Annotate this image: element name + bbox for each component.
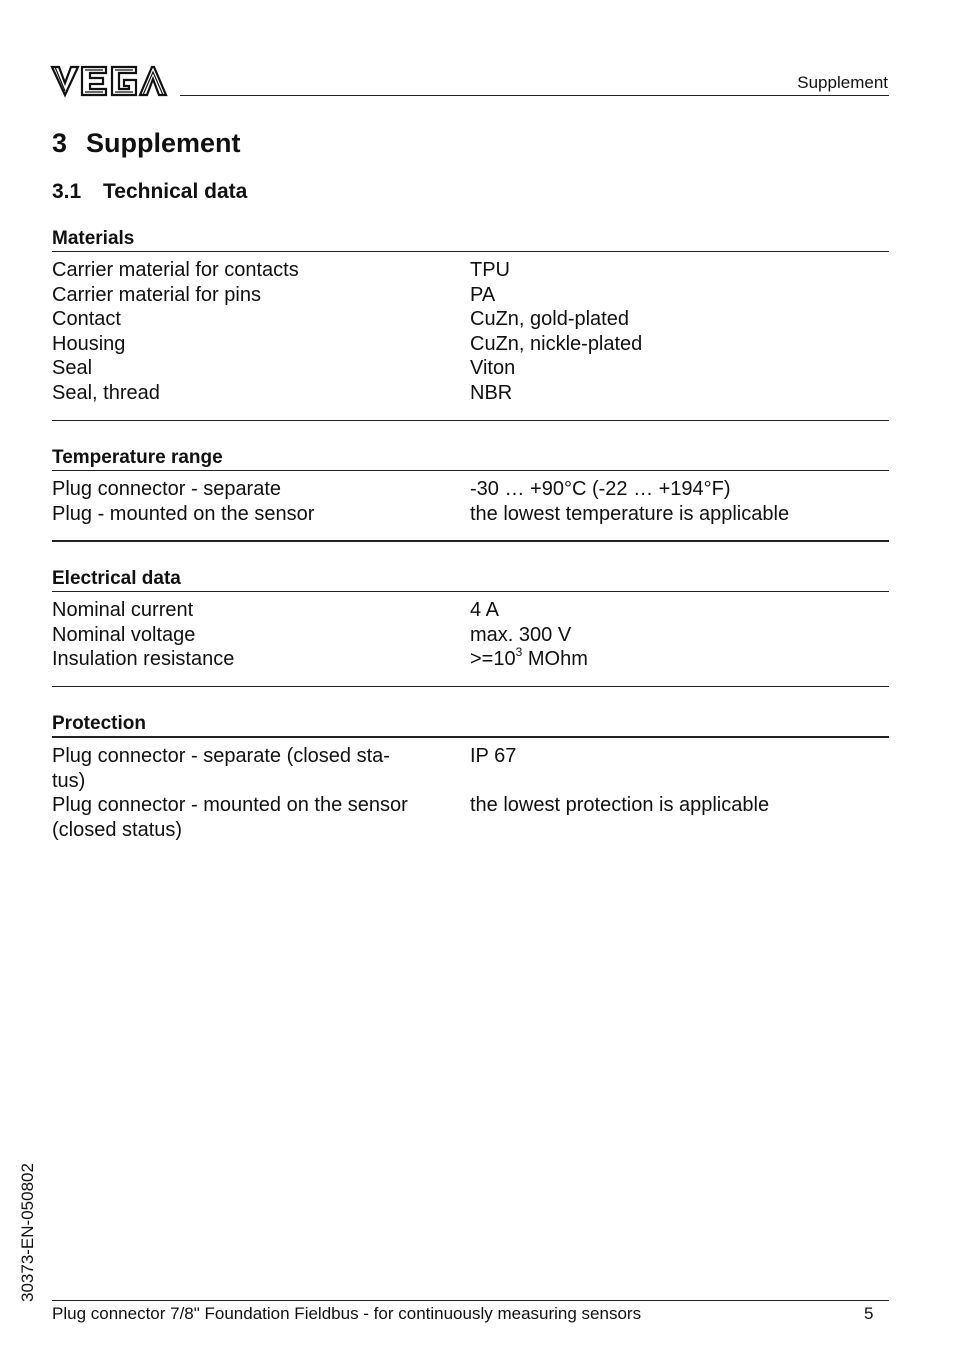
table-row bbox=[52, 623, 889, 648]
electrical-title: Electrical data bbox=[52, 566, 889, 592]
materials-end-rule bbox=[52, 420, 889, 421]
subchapter-title: Technical data bbox=[103, 180, 248, 203]
table-row bbox=[52, 356, 889, 381]
spec-value: CuZn, gold-plated bbox=[470, 308, 629, 330]
value-exponent: 3 bbox=[515, 645, 523, 659]
spec-label: Plug - mounted on the sensor bbox=[52, 502, 315, 525]
spec-value: PA bbox=[470, 283, 496, 306]
spec-value: -30 … +90°C (-22 … +194°F) bbox=[470, 478, 731, 500]
temperature-end-rule bbox=[52, 540, 889, 542]
spec-value: CuZn, nickle-plated bbox=[470, 332, 643, 355]
value-suffix: MOhm bbox=[522, 648, 588, 670]
table-row bbox=[52, 332, 889, 357]
chapter-number: 3 bbox=[52, 128, 68, 158]
value-prefix: >=10 bbox=[470, 648, 516, 670]
table-row bbox=[52, 283, 889, 308]
vega-logo bbox=[50, 64, 168, 98]
temperature-section bbox=[52, 445, 889, 526]
spec-label: Carrier material for pins bbox=[52, 283, 261, 306]
electrical-section bbox=[52, 566, 889, 672]
spec-value: NBR bbox=[470, 381, 513, 404]
page-number: 5 bbox=[864, 1304, 874, 1323]
footer-rule bbox=[52, 1300, 889, 1301]
materials-section bbox=[52, 226, 889, 405]
spec-value: max. 300 V bbox=[470, 623, 572, 646]
spec-value: IP 67 bbox=[470, 745, 517, 767]
spec-label: Insulation resistance bbox=[52, 648, 235, 670]
table-row bbox=[52, 647, 889, 672]
spec-label: Seal, thread bbox=[52, 381, 160, 404]
footer-title: Plug connector 7/8" Foundation Fieldbus - for continuously measuring sensors bbox=[52, 1304, 642, 1323]
spec-value: the lowest protection is applicable bbox=[470, 794, 770, 816]
header-rule bbox=[180, 95, 889, 96]
spec-label: Plug connector - separate (closed sta-tus) bbox=[52, 745, 390, 792]
header-section-label: Supplement bbox=[797, 73, 888, 92]
spec-label: Carrier material for contacts bbox=[52, 259, 299, 281]
table-row bbox=[52, 502, 889, 527]
table-row bbox=[52, 381, 889, 406]
spec-label: Contact bbox=[52, 308, 121, 330]
spec-label: Plug connector - separate bbox=[52, 478, 282, 500]
table-row bbox=[52, 258, 889, 283]
materials-title: Materials bbox=[52, 226, 889, 252]
spec-label: Plug connector - mounted on the sensor (closed status) bbox=[52, 794, 408, 841]
protection-section bbox=[52, 711, 889, 842]
temperature-title: Temperature range bbox=[52, 445, 889, 471]
subchapter-number: 3.1 bbox=[52, 180, 82, 203]
spec-value: 4 A bbox=[470, 599, 499, 621]
spec-label: Housing bbox=[52, 332, 126, 355]
spec-label: Nominal current bbox=[52, 599, 194, 621]
spec-label: Seal bbox=[52, 357, 93, 379]
table-row bbox=[52, 477, 889, 502]
chapter-title: Supplement bbox=[86, 128, 241, 158]
spec-value bbox=[470, 647, 889, 672]
spec-value: Viton bbox=[470, 357, 516, 379]
spec-value: TPU bbox=[470, 259, 510, 281]
subchapter-heading bbox=[52, 180, 247, 204]
electrical-end-rule bbox=[52, 686, 889, 687]
table-row bbox=[52, 307, 889, 332]
chapter-heading bbox=[52, 128, 241, 159]
spec-value: the lowest temperature is applicable bbox=[470, 502, 790, 525]
protection-title: Protection bbox=[52, 711, 889, 738]
table-row bbox=[52, 744, 889, 793]
document-number: 30373-EN-050802 bbox=[18, 1163, 37, 1302]
table-row bbox=[52, 793, 889, 842]
spec-label: Nominal voltage bbox=[52, 623, 196, 646]
table-row bbox=[52, 598, 889, 623]
